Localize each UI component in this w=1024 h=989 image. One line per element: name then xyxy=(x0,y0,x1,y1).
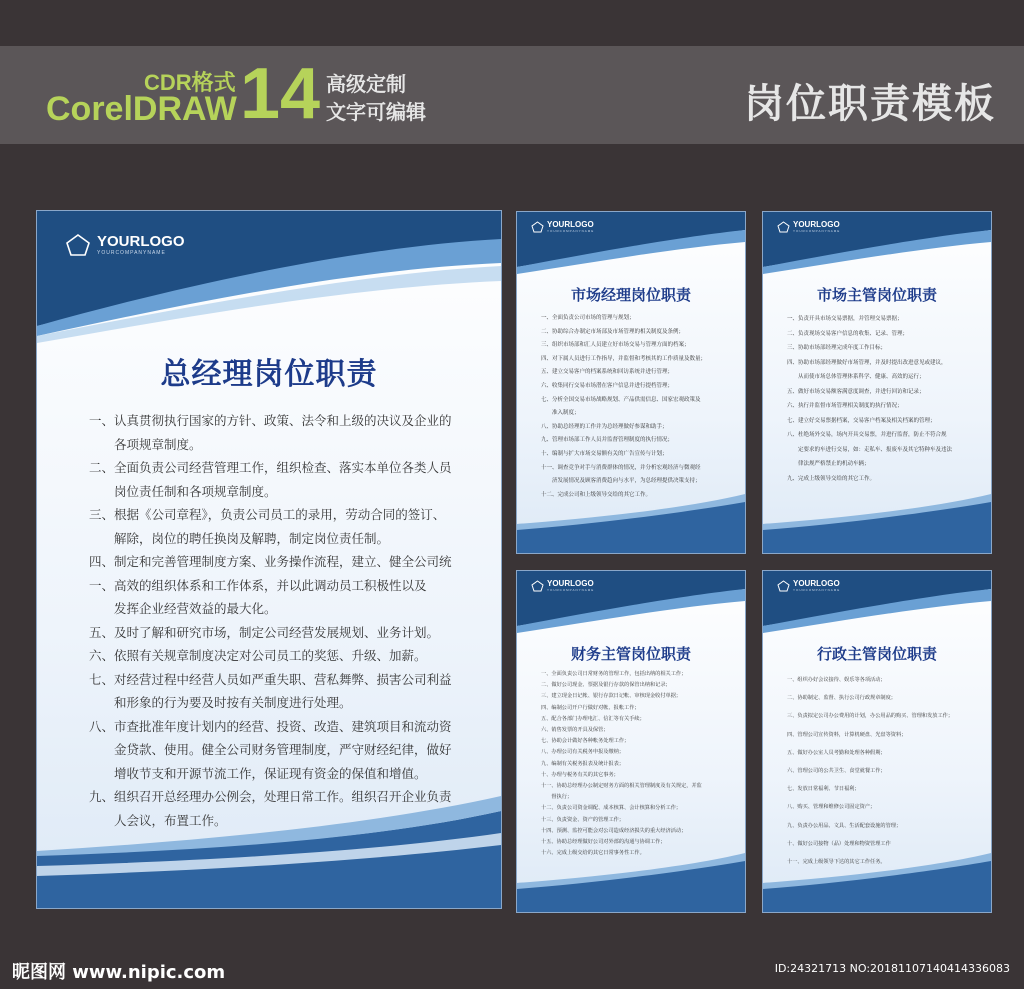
duty-item: 二、协助制定、监督、执行公司行政规章制度； xyxy=(787,695,896,702)
duty-item: 九、管理市场部工作人员并监督管理制度的执行情况； xyxy=(541,437,674,444)
logo xyxy=(531,579,594,592)
logo-subtext: YOURCOMPANYNAME xyxy=(547,229,595,233)
duty-item: 十三、负责资金、资产的管理工作； xyxy=(541,816,625,823)
market-supervisor-panel xyxy=(762,211,992,554)
duty-item: 八、杜绝场外交易，场内开具交易票，并进行监督，防止不符合规 xyxy=(787,432,947,438)
duty-item: 金贷款、使用。健全公司财务管理制度，严守财经纪律，做好 xyxy=(114,742,452,757)
duty-item: 九、完成上级领导交给的其它工作。 xyxy=(787,475,876,482)
duty-item: 七、建立好交易票据档案，交易客户档案及相关档案的管理； xyxy=(787,417,936,424)
duty-item: 八、协助总经理的工作并为总经理做好参谋和助手； xyxy=(541,423,668,430)
logo xyxy=(531,220,594,233)
duty-item: 十二、完成公司和上级领导交给的其它工作。 xyxy=(541,491,652,498)
duty-item: 六、收集同行交易市场潜在客户信息并进行提档管理； xyxy=(541,382,674,389)
duty-item: 九、组织召开总经理办公例会，处理日常工作。组织召开企业负责 xyxy=(89,789,452,804)
duty-item: 四、管理公司宣传资料，计算机硬盘、光盘等资料； xyxy=(787,731,907,738)
duty-item: 一、全面负责公司市场的管理与规划； xyxy=(541,315,635,321)
duty-item: 四、对下属人员进行工作指导，并监督和考核其的工作质量及数量； xyxy=(541,355,707,362)
duty-item: 定要求的车进行交易，如：走私车、报废车及其它特种车及违法 xyxy=(798,446,953,453)
duty-item: 十六、完成上级交给的其它日常事务性工作。 xyxy=(541,850,645,857)
duty-item: 五、建立交易客户的档案系统和回访系统并进行管理； xyxy=(541,369,674,376)
market-manager-title: 市场经理岗位职责 xyxy=(570,286,691,304)
duty-item: 十五、协助总经理做好公司对外部的沟通与协调工作； xyxy=(541,839,666,846)
duty-item: 解除，岗位的聘任换岗及解聘，制定岗位责任制。 xyxy=(114,530,390,546)
duty-item: 十四、预测、监控可能会对公司造成经济损失的重大经济活动； xyxy=(541,827,687,834)
duty-item: 三、协助市场部经理完成年度工作目标； xyxy=(787,345,887,351)
pentagon-logo-icon xyxy=(777,580,790,592)
duty-item: 人会议，布置工作。 xyxy=(114,812,227,828)
duty-item: 六、执行并监督市场管理相关制度的执行情况； xyxy=(787,403,903,409)
pentagon-logo-icon xyxy=(531,221,544,233)
logo-subtext: YOURCOMPANYNAME xyxy=(793,229,841,233)
top-band xyxy=(0,0,1024,46)
duty-item: 一、认真贯彻执行国家的方针、政策、法令和上级的决议及企业的 xyxy=(89,413,452,428)
duty-item: 七、发放日常福利、节日福利； xyxy=(787,786,860,793)
market-manager-panel xyxy=(516,211,746,554)
duty-item: 六、管理公司的公共卫生、食堂就餐工作； xyxy=(787,768,886,775)
logo-subtext: YOURCOMPANYNAME xyxy=(97,249,166,256)
duty-item: 九、编制有关税务报表及统计报表； xyxy=(541,760,625,767)
duty-item: 九、负责办公用品、文具、生活配套设施的管理； xyxy=(787,822,902,829)
duty-item: 七、分析全国交易市场战略规划、产品供需信息、国家宏观政策及 xyxy=(541,396,701,403)
duty-item: 三、根据《公司章程》，负责公司员工的录用，劳动合同的签订、 xyxy=(89,507,446,522)
duty-item: 十一、协助总经理办公制定财务方面的相关管理制度及有关规定，并监 xyxy=(541,783,702,790)
logo-text: YOURLOGO xyxy=(97,232,185,250)
duty-item: 二、协助综合办制定市场部及市场管理的相关制度及条例； xyxy=(541,328,685,335)
duty-item: 十一、完成上级领导下达的其它工作任务。 xyxy=(787,859,886,866)
duty-item: 三、负责拟定公司办公费用的计划，办公用品的购买、管理和发放工作； xyxy=(787,713,954,720)
duty-item: 五、做好办公室人员考勤和处理各种假期； xyxy=(787,749,886,756)
gm-panel xyxy=(36,210,502,909)
duty-item: 一、组织办好会议接待、娱乐等各项活动； xyxy=(787,677,886,683)
duty-item: 六、依照有关规章制度决定对公司员工的奖惩、升级、加薪。 xyxy=(89,648,427,663)
duty-item: 十、办理与税务有关的其它事务； xyxy=(541,771,619,778)
duty-item: 发挥企业经营效益的最大化。 xyxy=(114,601,277,616)
duty-item: 十、做好公司接物（品）处理和物资管理工作 xyxy=(787,840,891,847)
logo-text: YOURLOGO xyxy=(793,579,840,588)
duty-item: 增收节支和开源节流工作，保证现有资金的保值和增值。 xyxy=(114,765,427,781)
version-number: 14 xyxy=(240,54,321,134)
logo-text: YOURLOGO xyxy=(793,220,840,229)
gm-duty-list xyxy=(89,409,499,832)
duty-item: 五、及时了解和研究市场，制定公司经营发展规划、业务计划。 xyxy=(89,624,440,640)
pentagon-logo-icon xyxy=(531,580,544,592)
duty-item: 岗位责任制和各项规章制度。 xyxy=(114,483,277,499)
duty-item: 督执行； xyxy=(551,794,573,801)
duty-item: 二、全面负责公司经营管理工作，组织检查、落实本单位各类人员 xyxy=(89,460,452,475)
duty-item: 准入制度； xyxy=(552,410,580,417)
market-supervisor-duty-list xyxy=(787,312,987,486)
duty-item: 各项规章制度。 xyxy=(114,436,202,452)
logo-subtext: YOURCOMPANYNAME xyxy=(793,588,841,592)
duty-item: 五、配合各部门办理电汇、信汇等有关手续； xyxy=(541,715,645,722)
duty-item: 一、高效的组织体系和工作体系，并以此调动员工积极性以及 xyxy=(89,577,427,593)
admin-supervisor-panel xyxy=(762,570,992,913)
finance-supervisor-duty-list xyxy=(541,669,741,859)
duty-item: 十、编制与扩大市场交易额有关的广告宣传与计划； xyxy=(541,450,668,457)
market-supervisor-title: 市场主管岗位职责 xyxy=(816,286,937,304)
finance-supervisor-title: 财务主管岗位职责 xyxy=(570,645,691,663)
duty-item: 十二、负责公司资金调配、成本核算、会计核算和分析工作； xyxy=(541,805,682,812)
duty-item: 一、负责开具市场交易票据，并管理交易票据； xyxy=(787,316,903,322)
duty-item: 二、做好公司现金、票据及银行存款的保管出纳和记录； xyxy=(541,682,671,689)
app-name: CorelDRAW xyxy=(46,90,237,128)
duty-item: 和形象的行为要及时按有关制度进行处理。 xyxy=(114,695,352,710)
duty-item: 三、建立现金日记帐、银行存款日记帐、审核现金收付单据； xyxy=(541,693,682,700)
pentagon-logo-icon xyxy=(65,233,91,257)
duty-item: 从而使市场总体管理体系科学、健康、高效的运行； xyxy=(798,374,925,380)
duty-item: 三、组织市场部和汇人员建立好市场交易与管理方面的档案； xyxy=(541,342,690,349)
duty-item: 五、做好市场交易额客满意度调查，并进行回访和记录； xyxy=(787,388,925,395)
admin-supervisor-duty-list xyxy=(787,671,987,871)
format-label: CDR格式 xyxy=(144,70,236,95)
logo xyxy=(65,233,185,257)
header-line2: 文字可编辑 xyxy=(326,100,426,124)
duty-item: 济发展情况及顾客消费趋向与水平，为总经理提供决策支持； xyxy=(552,478,701,485)
template-title: 岗位职责模板 xyxy=(744,81,996,127)
duty-item: 四、编制公司开户行做好对帐、报帐工作； xyxy=(541,704,640,711)
duty-item: 一、全面负责公司日常财务的管理工作，包括出纳的相关工作； xyxy=(541,671,687,677)
header-line1: 高级定制 xyxy=(326,72,406,96)
image-id: ID:24321713 NO:20181107140414336083 xyxy=(774,962,1010,975)
duty-item: 八、办理公司有关税务申报及缴纳； xyxy=(541,749,625,756)
gm-title: 总经理岗位职责 xyxy=(160,357,378,392)
duty-item: 四、协助市场部经理做好市场管理，并及时提出改进意见或建议， xyxy=(787,359,947,366)
duty-item: 二、负责现场交易客户信息的收集、记录、管理； xyxy=(787,330,909,337)
admin-supervisor-title: 行政主管岗位职责 xyxy=(816,645,937,663)
pentagon-logo-icon xyxy=(777,221,790,233)
logo xyxy=(777,220,840,233)
duty-item: 六、销售发票的开具及保管； xyxy=(541,727,609,734)
logo xyxy=(777,579,840,592)
logo-text: YOURLOGO xyxy=(547,579,594,588)
duty-item: 八、市查批准年度计划内的经营、投资、改造、建筑项目和流动资 xyxy=(89,718,452,734)
logo-subtext: YOURCOMPANYNAME xyxy=(547,588,595,592)
duty-item: 四、制定和完善管理制度方案、业务操作流程，建立、健全公司统 xyxy=(89,554,452,569)
finance-supervisor-panel xyxy=(516,570,746,913)
duty-item: 八、购买、管理和维修公司固定资产； xyxy=(787,804,876,811)
watermark-site: 昵图网 www.nipic.com xyxy=(12,962,226,983)
duty-item: 律法规严格禁止的机动车辆； xyxy=(798,461,870,467)
duty-item: 七、对经营过程中经营人员如严重失职、营私舞弊、损害公司利益 xyxy=(89,671,452,687)
market-manager-duty-list xyxy=(541,312,741,502)
logo-text: YOURLOGO xyxy=(547,220,594,229)
duty-item: 十一、调查竞争对手与消费群体的情况，并分析宏观经济与微观经 xyxy=(541,464,701,471)
duty-item: 七、协助会计做好各种帐务处理工作； xyxy=(541,738,630,745)
